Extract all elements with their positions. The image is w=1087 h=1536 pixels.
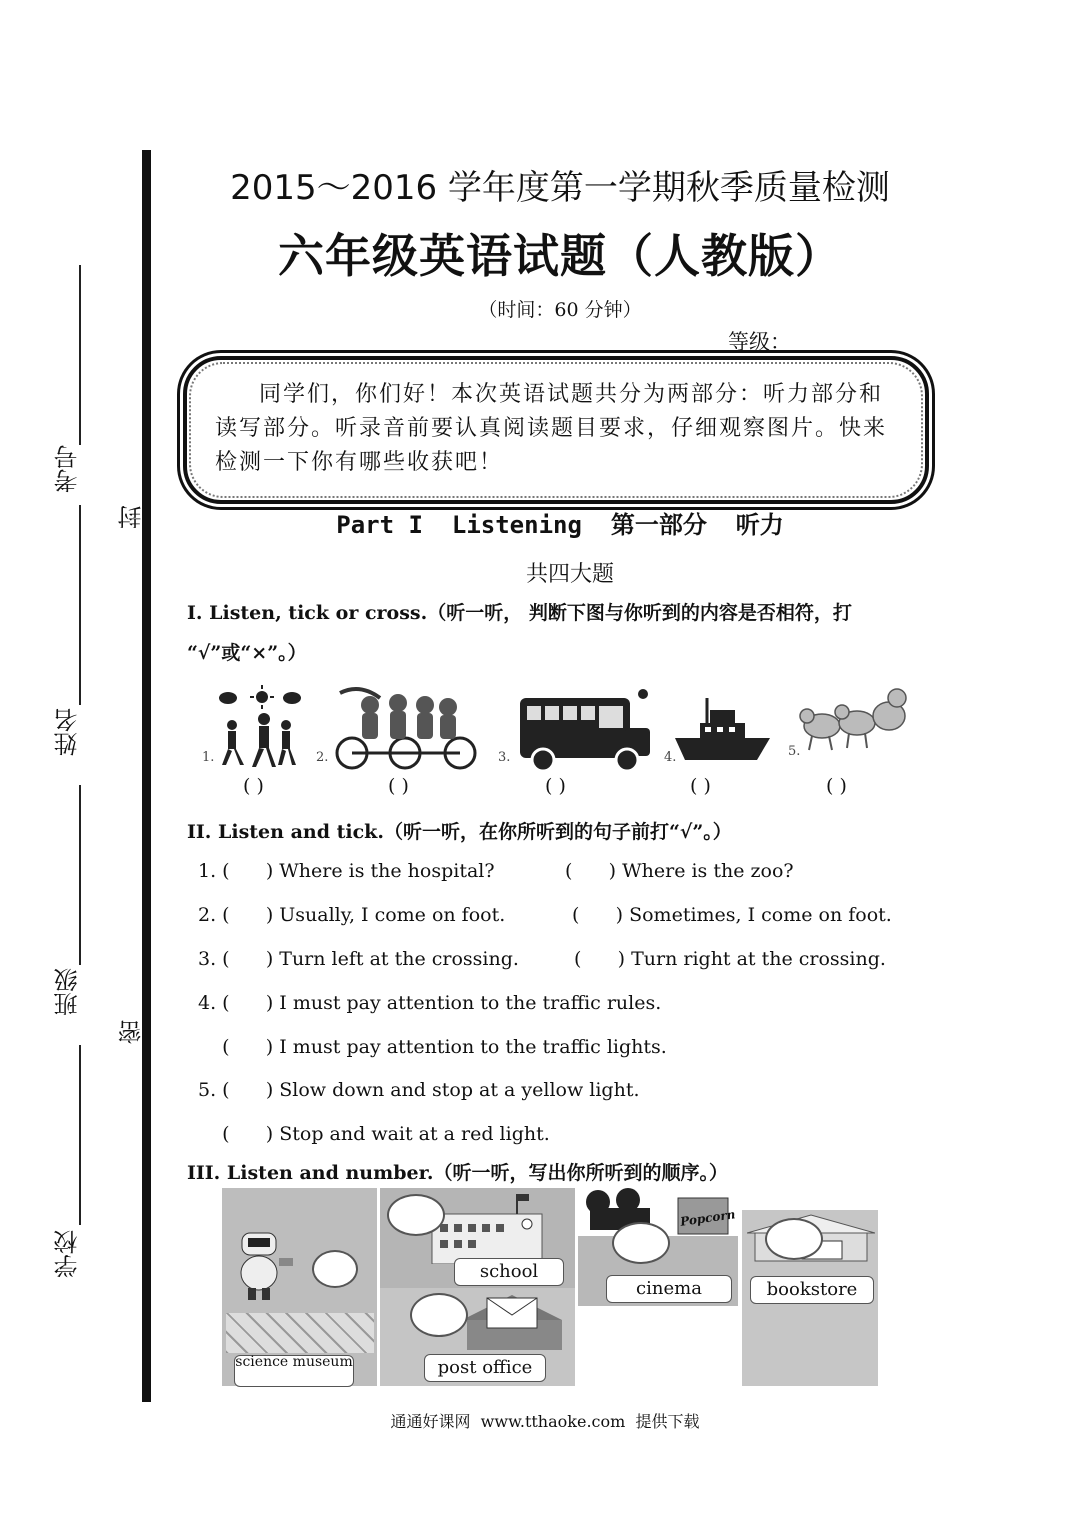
- binding-bar: [142, 150, 151, 1402]
- sentence-option: ( ) Stop and wait at a red light.: [198, 1123, 550, 1145]
- answer-bubble-school[interactable]: [387, 1194, 445, 1236]
- picture-number-3: 3.: [498, 750, 511, 765]
- margin-line: [79, 1045, 81, 1225]
- picture-number-1: 1.: [202, 750, 215, 765]
- picture-number-2: 2.: [316, 750, 329, 765]
- seal-char-mi: 密: [118, 1020, 146, 1044]
- place-label-cinema: cinema: [606, 1275, 732, 1303]
- part-subtitle: 共四大题: [525, 562, 614, 587]
- answer-paren-1[interactable]: ( ): [243, 775, 264, 797]
- post-office-icon: [452, 1290, 572, 1350]
- answer-paren-3[interactable]: ( ): [545, 775, 566, 797]
- robot-icon: [234, 1228, 304, 1303]
- margin-line: [79, 265, 81, 445]
- margin-label-school: 学校: [54, 1230, 82, 1278]
- ship-icon: [675, 698, 775, 768]
- answer-bubble-bookstore[interactable]: [765, 1218, 823, 1260]
- answer-paren-5[interactable]: ( ): [826, 775, 847, 797]
- picture-number-4: 4.: [664, 750, 677, 765]
- place-label-school: school: [454, 1258, 564, 1286]
- popcorn-label: Popcorn: [679, 1207, 737, 1229]
- margin-label-exam-number: 考号: [54, 445, 82, 493]
- time-limit: （时间：60 分钟）: [478, 299, 642, 321]
- sentence-option: 4. ( ) I must pay attention to the traffic rules.: [198, 992, 662, 1014]
- sentence-option: 5. ( ) Slow down and stop at a yellow light.: [198, 1079, 640, 1101]
- answer-paren-2[interactable]: ( ): [388, 775, 409, 797]
- sentence-option: 1. ( ) Where is the hospital?: [198, 860, 495, 882]
- main-title: 六年级英语试题（人教版）: [278, 229, 842, 283]
- margin-label-name: 姓名: [54, 708, 82, 756]
- footer-text: 通通好课网 www.tthaoke.com 提供下载: [390, 1412, 700, 1431]
- answer-bubble-science-museum[interactable]: [312, 1250, 358, 1288]
- sentence-option: 3. ( ) Turn left at the crossing.: [198, 948, 519, 970]
- year-title: 2015～2016 学年度第一学期秋季质量检测: [230, 168, 890, 208]
- sled-dogs-icon: [797, 678, 912, 763]
- place-label-science-museum: science museum: [234, 1355, 354, 1387]
- picture-number-5: 5.: [788, 744, 801, 759]
- bicycle-riders-icon: [330, 683, 485, 773]
- answer-bubble-cinema[interactable]: [612, 1222, 670, 1264]
- part-title: Part I Listening 第一部分 听力: [336, 511, 784, 539]
- margin-label-class: 班级: [54, 968, 82, 1016]
- seal-char-feng: 封: [118, 505, 146, 529]
- section1-title: I. Listen, tick or cross.（听一听， 判断下图与你听到的内容是否相符，打: [187, 602, 852, 624]
- intro-box: [183, 356, 929, 504]
- places-picture: [222, 1188, 882, 1386]
- grade-blank[interactable]: [791, 333, 901, 356]
- section1-pictures: [200, 678, 920, 790]
- sentence-option: ( ) Turn right at the crossing.: [574, 948, 886, 970]
- margin-line: [79, 505, 81, 705]
- grade-field: [728, 326, 901, 356]
- section2-title: II. Listen and tick.（听一听，在你所听到的句子前打“√”。）: [187, 821, 732, 843]
- sentence-option: ( ) Where is the zoo?: [565, 860, 794, 882]
- sentence-option: ( ) I must pay attention to the traffic lights.: [198, 1036, 667, 1058]
- sentence-option: ( ) Sometimes, I come on foot.: [572, 904, 892, 926]
- answer-paren-4[interactable]: ( ): [690, 775, 711, 797]
- answer-bubble-post-office[interactable]: [410, 1293, 468, 1337]
- bus-icon: [515, 688, 660, 773]
- section1-title-cont: “√”或“×”。）: [187, 642, 307, 664]
- grade-label: 等级：: [728, 330, 791, 354]
- section3-title: III. Listen and number.（听一听，写出你所听到的顺序。）: [187, 1162, 728, 1184]
- margin-line: [79, 785, 81, 965]
- sentence-option: 2. ( ) Usually, I come on foot.: [198, 904, 506, 926]
- place-label-bookstore: bookstore: [750, 1276, 874, 1304]
- science-museum-fence: [226, 1313, 374, 1353]
- walking-children-icon: [200, 683, 310, 773]
- intro-text: 同学们，你们好！本次英语试题共分为两部分：听力部分和读写部分。听录音前要认真阅读题目要求，仔细观察图片。快来检测一下你有哪些收获吧！: [215, 382, 888, 475]
- place-label-post-office: post office: [424, 1354, 546, 1382]
